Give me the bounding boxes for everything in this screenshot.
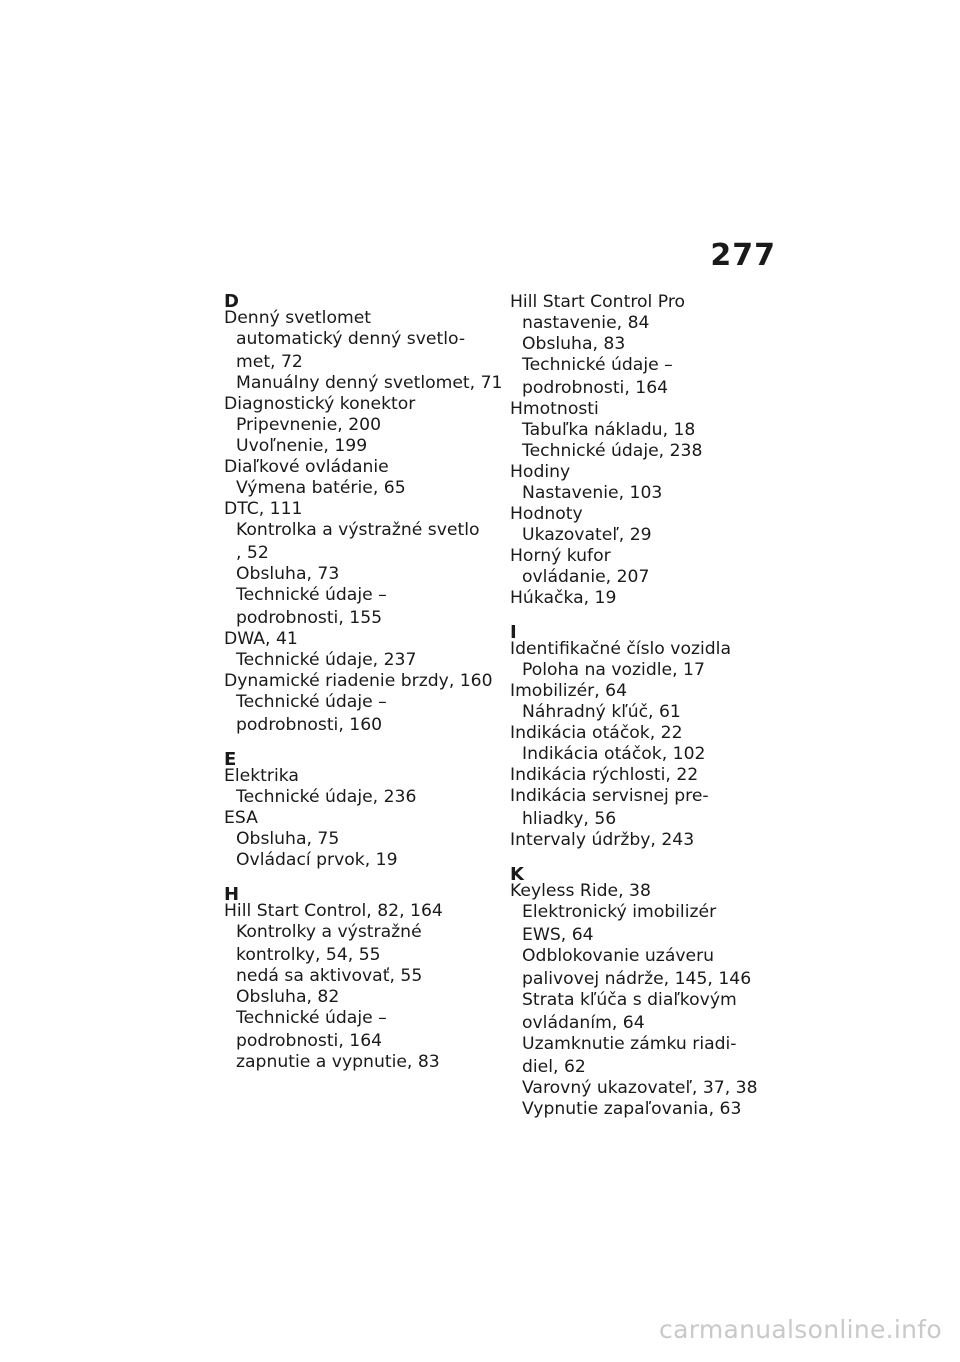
index-column-right [510,292,785,1120]
index-subentry: Kontrolka a výstražné svetlo [236,520,480,540]
index-subentry: Odblokovanie uzáveru [522,946,715,966]
index-subentry: Poloha na vozidle, 17 [522,660,705,680]
index-entry: Horný kufor [510,546,611,566]
index-subentry: hliadky, 56 [522,809,617,829]
index-subentry: Technické údaje – [236,1008,387,1028]
index-entry: Dynamické riadenie brzdy, 160 [224,671,493,691]
index-subentry: Technické údaje – [236,692,387,712]
index-subentry: ovládanie, 207 [522,567,650,587]
index-entry: Indikácia otáčok, 22 [510,723,683,743]
index-subentry: Technické údaje, 237 [236,650,417,670]
index-subentry: Technické údaje – [522,355,673,375]
index-entry: Identifikačné číslo vozidla [510,639,731,659]
index-subentry: Výmena batérie, 65 [236,478,406,498]
index-subentry: nastavenie, 84 [522,313,650,333]
index-letter-heading: E [224,749,237,770]
index-subentry: Elektronický imobilizér [522,902,717,922]
index-entry: Denný svetlomet [224,308,372,328]
index-entry: DWA, 41 [224,629,298,649]
index-subentry: podrobnosti, 164 [236,1031,383,1051]
index-subentry: Uzamknutie zámku riadi- [522,1034,737,1054]
index-subentry: Tabuľka nákladu, 18 [522,420,696,440]
index-subentry: Strata kľúča s diaľkovým [522,990,737,1010]
index-subentry: podrobnosti, 164 [522,378,669,398]
index-entry: ESA [224,808,258,828]
index-subentry: diel, 62 [522,1057,586,1077]
index-letter-heading: H [224,884,240,905]
index-subentry: Varovný ukazovateľ, 37, 38 [522,1078,758,1098]
index-entry: DTC, 111 [224,499,303,519]
index-subentry: Ovládací prvok, 19 [236,850,398,870]
index-entry: Diagnostický konektor [224,394,416,414]
index-column-left [224,291,503,1073]
index-entry: Indikácia servisnej pre- [510,786,709,806]
index-subentry: met, 72 [236,352,303,372]
index-subentry: Nastavenie, 103 [522,483,663,503]
index-subentry: Indikácia otáčok, 102 [522,744,706,764]
index-subentry: Pripevnenie, 200 [236,415,382,435]
index-subentry: EWS, 64 [522,925,594,945]
watermark: carmanualsonline.info [659,1315,942,1344]
page-number: 277 [710,238,776,273]
index-subentry: Ukazovateľ, 29 [522,525,652,545]
index-entry: Intervaly údržby, 243 [510,830,695,850]
index-entry: Hodiny [510,462,571,482]
index-entry: Indikácia rýchlosti, 22 [510,765,699,785]
index-entry: Diaľkové ovládanie [224,457,389,477]
index-subentry: podrobnosti, 160 [236,715,383,735]
index-entry: Húkačka, 19 [510,588,617,608]
index-subentry: Uvoľnenie, 199 [236,436,368,456]
index-subentry: Vypnutie zapaľovania, 63 [522,1099,742,1119]
index-entry: Hill Start Control, 82, 164 [224,901,443,921]
index-subentry: Kontrolky a výstražné [236,922,422,942]
index-subentry: podrobnosti, 155 [236,608,383,628]
index-entry: Hmotnosti [510,399,599,419]
index-subentry: Technické údaje, 238 [522,441,703,461]
index-subentry: Obsluha, 73 [236,564,340,584]
index-subentry: Obsluha, 83 [522,334,626,354]
index-letter-heading: D [224,291,239,312]
index-subentry: zapnutie a vypnutie, 83 [236,1052,440,1072]
index-entry: Imobilizér, 64 [510,681,628,701]
index-subentry: Manuálny denný svetlomet, 71 [236,373,503,393]
index-subentry: , 52 [236,543,269,563]
index-subentry: kontrolky, 54, 55 [236,945,381,965]
index-subentry: ovládaním, 64 [522,1013,645,1033]
index-letter-heading: I [510,622,517,643]
index-subentry: Technické údaje, 236 [236,787,417,807]
index-entry: Hill Start Control Pro [510,292,686,312]
index-subentry: Obsluha, 75 [236,829,340,849]
index-subentry: automatický denný svetlo- [236,329,466,349]
index-subentry: Náhradný kľúč, 61 [522,702,681,722]
index-letter-heading: K [510,864,524,885]
index-subentry: palivovej nádrže, 145, 146 [522,969,752,989]
index-subentry: Technické údaje – [236,585,387,605]
index-entry: Hodnoty [510,504,583,524]
index-entry: Keyless Ride, 38 [510,881,651,901]
index-subentry: nedá sa aktivovať, 55 [236,966,423,986]
index-entry: Elektrika [224,766,299,786]
index-subentry: Obsluha, 82 [236,987,340,1007]
